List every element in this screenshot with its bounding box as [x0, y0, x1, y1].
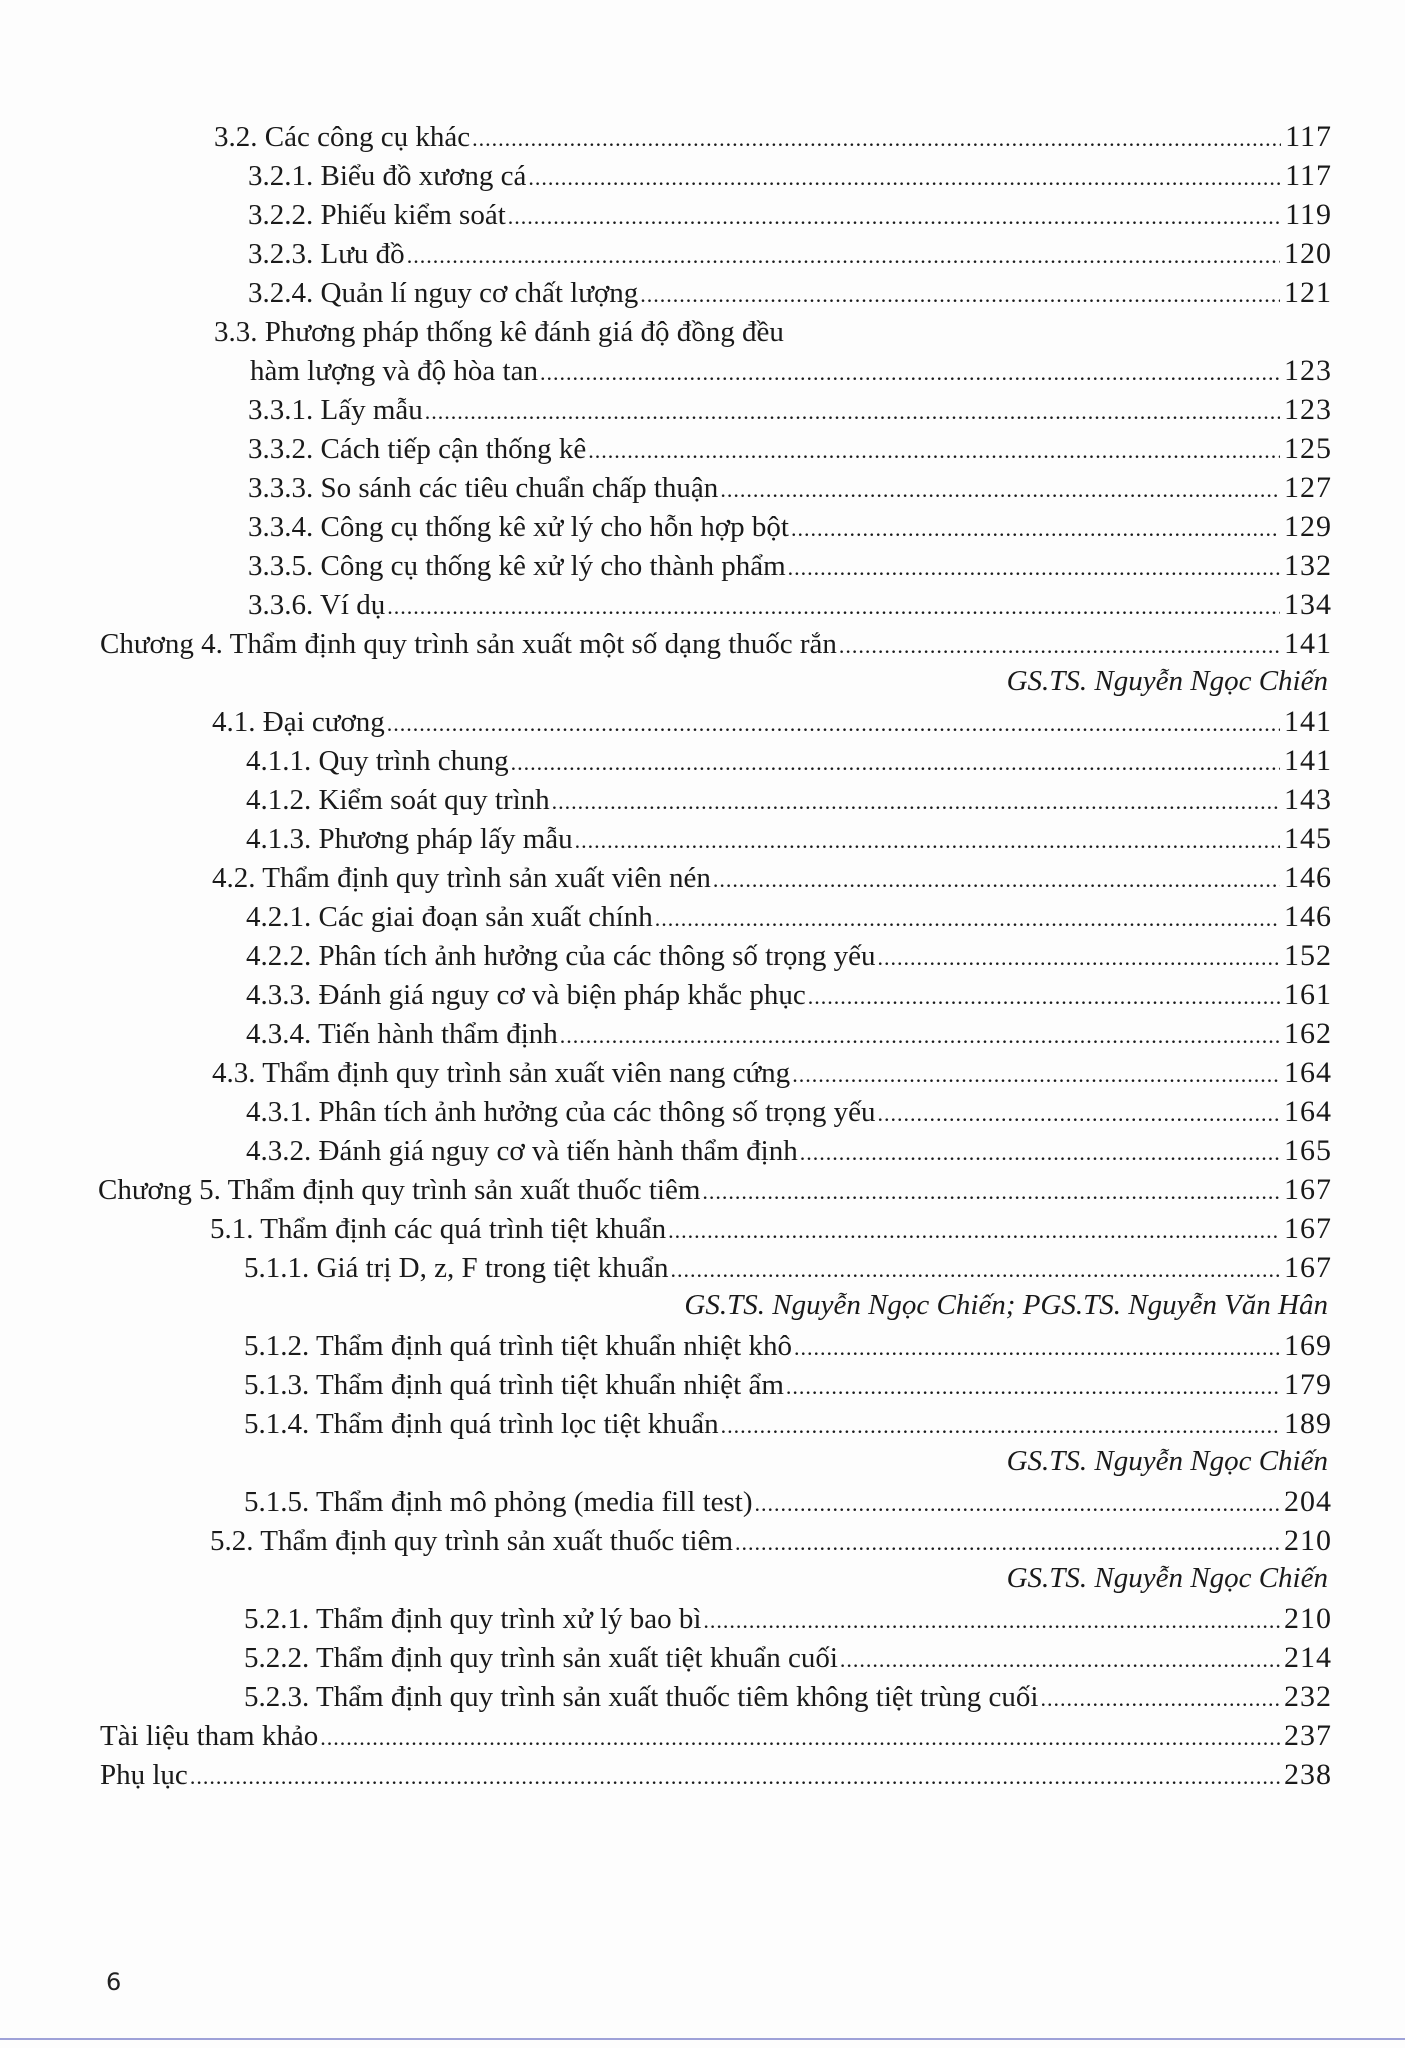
- toc-entry-title: 5.1.2. Thẩm định quá trình tiệt khuẩn nhiệt khô: [244, 1330, 792, 1362]
- toc-entry-page: 189: [1284, 1407, 1332, 1440]
- toc-entry: [244, 1481, 1332, 1521]
- toc-entry: [214, 311, 786, 351]
- toc-entry-title: 4.3.4. Tiến hành thẩm định: [246, 1018, 558, 1050]
- toc-entry: [212, 857, 1332, 897]
- toc-entry-page: 121: [1284, 276, 1332, 309]
- toc-entry: [244, 1637, 1332, 1677]
- toc-entry-page: 119: [1285, 198, 1332, 231]
- toc-entry: [248, 272, 1332, 312]
- toc-entry-title: 3.2.3. Lưu đồ: [248, 238, 405, 270]
- toc-entry-title: 3.3.6. Ví dụ: [248, 589, 386, 621]
- toc-entry: [248, 506, 1332, 546]
- toc-entry: [100, 623, 1332, 663]
- dot-leader: [320, 1717, 1280, 1755]
- dot-leader: [702, 1171, 1280, 1209]
- toc-entry-title: 4.3.3. Đánh giá nguy cơ và biện pháp khắc phục: [246, 979, 806, 1011]
- dot-leader: [511, 742, 1280, 780]
- toc-entry-page: 167: [1284, 1212, 1332, 1245]
- toc-entry-page: 120: [1284, 237, 1332, 270]
- dot-leader: [721, 1405, 1280, 1443]
- toc-entry-page: 146: [1284, 900, 1332, 933]
- toc-entry-page: 117: [1285, 120, 1332, 153]
- toc-entry-title: 4.1.1. Quy trình chung: [246, 745, 509, 777]
- toc-entry: [246, 779, 1332, 819]
- dot-leader: [472, 118, 1281, 156]
- dot-leader: [800, 1132, 1280, 1170]
- toc-entry: [244, 1676, 1332, 1716]
- toc-entry-page: 237: [1284, 1719, 1332, 1752]
- toc-entry: [248, 584, 1332, 624]
- toc-entry-page: 164: [1284, 1095, 1332, 1128]
- toc-entry-title: 3.3. Phương pháp thống kê đánh giá độ đồng đều: [214, 316, 784, 348]
- toc-entry-title: 3.3.3. So sánh các tiêu chuẩn chấp thuận: [248, 472, 719, 504]
- toc-entry-page: 214: [1284, 1641, 1332, 1674]
- toc-entry: [248, 545, 1332, 585]
- toc-entry-page: 145: [1284, 822, 1332, 855]
- toc-entry: [246, 1130, 1332, 1170]
- chapter-author: GS.TS. Nguyễn Ngọc Chiến: [1006, 665, 1328, 697]
- toc-entry: [244, 1598, 1332, 1638]
- toc-entry-page: 210: [1284, 1602, 1332, 1635]
- dot-leader: [877, 1093, 1280, 1131]
- dot-leader: [190, 1756, 1280, 1794]
- toc-entry-title: 3.3.4. Công cụ thống kê xử lý cho hỗn hợp bột: [248, 511, 789, 543]
- toc-entry: [248, 194, 1332, 234]
- toc-entry-page: 204: [1284, 1485, 1332, 1518]
- toc-entry: [244, 1403, 1332, 1443]
- toc-entry-page: 167: [1284, 1251, 1332, 1284]
- dot-leader: [808, 976, 1280, 1014]
- page-edge-rule: [0, 2038, 1405, 2040]
- toc-entry-page: 161: [1284, 978, 1332, 1011]
- dot-leader: [655, 898, 1280, 936]
- toc-entry-page: 238: [1284, 1758, 1332, 1791]
- toc-entry: [246, 896, 1332, 936]
- toc-entry: [248, 467, 1332, 507]
- page-number: 6: [106, 1968, 122, 1996]
- toc-entry-page: 141: [1284, 627, 1332, 660]
- toc-entry: [244, 1247, 1332, 1287]
- toc-entry: [210, 1208, 1332, 1248]
- toc-entry: [212, 1052, 1332, 1092]
- dot-leader: [1040, 1678, 1280, 1716]
- toc-entry: [214, 116, 1332, 156]
- dot-leader: [713, 859, 1280, 897]
- dot-leader: [560, 1015, 1280, 1053]
- dot-leader: [668, 1210, 1280, 1248]
- toc-entry: [244, 1364, 1332, 1404]
- dot-leader: [575, 820, 1280, 858]
- dot-leader: [670, 1249, 1280, 1287]
- dot-leader: [792, 1054, 1280, 1092]
- toc-entry-title: Chương 4. Thẩm định quy trình sản xuất một số dạng thuốc rắn: [100, 628, 837, 660]
- toc-entry-page: 117: [1285, 159, 1332, 192]
- toc-entry: [210, 1520, 1332, 1560]
- dot-leader: [788, 547, 1280, 585]
- toc-entry-title: 5.1.3. Thẩm định quá trình tiệt khuẩn nhiệt ẩm: [244, 1369, 784, 1401]
- toc-entry: [246, 1013, 1332, 1053]
- dot-leader: [407, 235, 1280, 273]
- toc-entry-title: 3.2.4. Quản lí nguy cơ chất lượng: [248, 277, 639, 309]
- toc-entry-title: hàm lượng và độ hòa tan: [250, 355, 538, 387]
- dot-leader: [794, 1327, 1280, 1365]
- dot-leader: [640, 274, 1280, 312]
- toc-entry-title: 3.2.2. Phiếu kiểm soát: [248, 199, 506, 231]
- toc-entry: [248, 428, 1332, 468]
- toc-entry-title: 5.2.1. Thẩm định quy trình xử lý bao bì: [244, 1603, 702, 1635]
- toc-entry: [100, 1715, 1332, 1755]
- toc-entry-page: 132: [1284, 549, 1332, 582]
- toc-entry-page: 134: [1284, 588, 1332, 621]
- toc-entry-title: 5.1.4. Thẩm định quá trình lọc tiệt khuẩn: [244, 1408, 719, 1440]
- toc-entry-page: 125: [1284, 432, 1332, 465]
- toc-entry-page: 141: [1284, 705, 1332, 738]
- toc-entry-title: 4.2. Thẩm định quy trình sản xuất viên nén: [212, 862, 711, 894]
- toc-entry-page: 123: [1284, 393, 1332, 426]
- toc-entry: [244, 1325, 1332, 1365]
- chapter-author: GS.TS. Nguyễn Ngọc Chiến: [1006, 1562, 1328, 1594]
- toc-entry-title: 4.3.2. Đánh giá nguy cơ và tiến hành thẩm định: [246, 1135, 798, 1167]
- toc-entry-title: 4.3. Thẩm định quy trình sản xuất viên nang cứng: [212, 1057, 791, 1089]
- toc-entry-title: 4.1.3. Phương pháp lấy mẫu: [246, 823, 573, 855]
- toc-entry-page: 152: [1284, 939, 1332, 972]
- chapter-author: GS.TS. Nguyễn Ngọc Chiến: [1006, 1445, 1328, 1477]
- dot-leader: [877, 937, 1280, 975]
- toc-entry: [248, 233, 1332, 273]
- toc-entry-title: 4.3.1. Phân tích ảnh hưởng của các thông số trọng yếu: [246, 1096, 876, 1128]
- toc-entry-page: 210: [1284, 1524, 1332, 1557]
- toc-entry: [98, 1169, 1332, 1209]
- toc-entry: [212, 701, 1332, 741]
- toc-entry-title: 5.2. Thẩm định quy trình sản xuất thuốc tiêm: [210, 1525, 734, 1557]
- toc-entry-title: Tài liệu tham khảo: [100, 1720, 319, 1752]
- toc-entry-title: 5.1. Thẩm định các quá trình tiệt khuẩn: [210, 1213, 667, 1245]
- toc-entry-title: 4.2.1. Các giai đoạn sản xuất chính: [246, 901, 653, 933]
- toc-entry-title: 3.2.1. Biểu đồ xương cá: [248, 160, 527, 192]
- toc-entry-page: 141: [1284, 744, 1332, 777]
- toc-entry: [246, 1091, 1332, 1131]
- toc-entry-page: 129: [1284, 510, 1332, 543]
- toc-entry: [246, 935, 1332, 975]
- toc-entry-title: 4.1. Đại cương: [212, 706, 385, 738]
- toc-entry-title: Chương 5. Thẩm định quy trình sản xuất thuốc tiêm: [98, 1174, 701, 1206]
- toc-entry-title: 3.3.5. Công cụ thống kê xử lý cho thành phẩm: [248, 550, 786, 582]
- toc-entry-page: 167: [1284, 1173, 1332, 1206]
- toc-entry-page: 179: [1284, 1368, 1332, 1401]
- toc-entry-title: 3.3.1. Lấy mẫu: [248, 394, 423, 426]
- toc-entry-title: 4.1.2. Kiểm soát quy trình: [246, 784, 550, 816]
- toc-entry-page: 169: [1284, 1329, 1332, 1362]
- toc-entry: [246, 818, 1332, 858]
- dot-leader: [703, 1600, 1280, 1638]
- dot-leader: [791, 508, 1280, 546]
- chapter-author: GS.TS. Nguyễn Ngọc Chiến; PGS.TS. Nguyễn Văn Hân: [684, 1289, 1328, 1321]
- toc-entry: [248, 389, 1332, 429]
- toc-entry-page: 162: [1284, 1017, 1332, 1050]
- toc-entry-page: 146: [1284, 861, 1332, 894]
- dot-leader: [425, 391, 1280, 429]
- toc-entry: [246, 974, 1332, 1014]
- toc-entry-title: 3.3.2. Cách tiếp cận thống kê: [248, 433, 587, 465]
- toc-entry-page: 123: [1284, 354, 1332, 387]
- toc-entry-page: 143: [1284, 783, 1332, 816]
- toc-entry-title: Phụ lục: [100, 1759, 188, 1791]
- toc-entry: [100, 1754, 1332, 1794]
- toc-entry-page: 164: [1284, 1056, 1332, 1089]
- toc-entry-title: 5.2.2. Thẩm định quy trình sản xuất tiệt khuẩn cuối: [244, 1642, 838, 1674]
- dot-leader: [588, 430, 1280, 468]
- dot-leader: [840, 1639, 1280, 1677]
- toc-entry-title: 5.1.1. Giá trị D, z, F trong tiệt khuẩn: [244, 1252, 669, 1284]
- toc-entry-title: 5.2.3. Thẩm định quy trình sản xuất thuốc tiêm không tiệt trùng cuối: [244, 1681, 1039, 1713]
- dot-leader: [387, 586, 1280, 624]
- dot-leader: [735, 1522, 1280, 1560]
- toc-entry-page: 127: [1284, 471, 1332, 504]
- dot-leader: [755, 1483, 1280, 1521]
- dot-leader: [839, 625, 1280, 663]
- toc-entry-title: 5.1.5. Thẩm định mô phỏng (media fill test): [244, 1486, 753, 1518]
- toc-entry-title: 3.2. Các công cụ khác: [214, 121, 471, 153]
- toc-entry: [246, 740, 1332, 780]
- dot-leader: [540, 352, 1280, 390]
- dot-leader: [387, 703, 1280, 741]
- dot-leader: [720, 469, 1280, 507]
- dot-leader: [552, 781, 1280, 819]
- toc-entry-page: 232: [1284, 1680, 1332, 1713]
- toc-entry: [250, 350, 1332, 390]
- dot-leader: [786, 1366, 1280, 1404]
- toc-entry-title: 4.2.2. Phân tích ảnh hưởng của các thông số trọng yếu: [246, 940, 876, 972]
- dot-leader: [528, 157, 1281, 195]
- toc-entry: [248, 155, 1332, 195]
- toc-entry-page: 165: [1284, 1134, 1332, 1167]
- dot-leader: [508, 196, 1281, 234]
